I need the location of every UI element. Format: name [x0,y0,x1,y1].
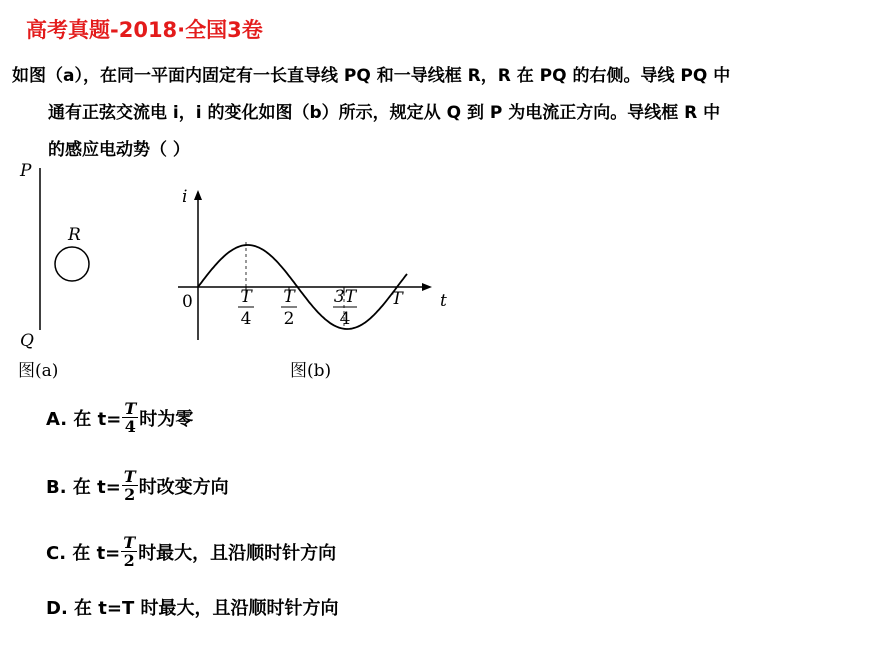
option-a-prefix: A. 在 t= [46,408,122,430]
option-a-fraction [122,400,138,435]
loop-r [55,247,89,281]
tick-label: 4 [339,309,351,329]
tick-label: 4 [240,309,252,329]
option-c-fraction [121,534,137,569]
x-axis-arrow-icon [422,283,432,291]
fraction-numerator: T [123,467,136,486]
fraction-numerator: T [124,399,137,418]
tick-label: 3T [333,287,357,307]
option-c[interactable] [46,534,336,569]
tick-label: T [283,287,295,307]
x-axis-label: t [440,291,447,311]
y-axis-arrow-icon [194,190,202,200]
option-b-prefix: B. 在 t= [46,476,121,498]
option-a-suffix: 时为零 [139,408,194,430]
label-p: P [20,161,32,181]
label-r: R [68,225,81,245]
option-b-suffix: 时改变方向 [138,476,229,498]
option-d[interactable] [46,594,339,620]
figures [0,160,892,390]
question-line-1: 如图（a），在同一平面内固定有一长直导线 PQ 和一导线框 R，R 在 PQ 的右侧。导线 PQ 中 [12,66,731,86]
question-stem [12,58,882,169]
question-line-3: 的感应电动势（ ） [48,140,190,160]
label-q: Q [20,331,34,351]
caption-a: 图(a) [18,361,59,381]
tick-label: T [240,287,252,307]
fraction-denominator: 2 [123,551,135,570]
tick-label: T [391,289,403,309]
fraction-numerator: T [123,533,136,552]
option-b-fraction [122,468,138,503]
option-c-prefix: C. 在 t= [46,542,121,564]
fraction-denominator: 2 [124,485,136,504]
option-c-suffix: 时最大，且沿顺时针方向 [138,542,337,564]
page-title: 高考真题-2018·全国3卷 [26,18,263,42]
tick-label: 2 [283,309,295,329]
question-line-2: 通有正弦交流电 i，i 的变化如图（b）所示，规定从 Q 到 P 为电流正方向。导线框 R 中 [48,103,721,123]
figure-b [178,187,447,381]
figure-a [18,161,89,381]
y-axis-label: i [182,187,188,207]
caption-b: 图(b) [290,361,332,381]
option-b[interactable] [46,468,229,503]
option-d-text: D. 在 t=T 时最大，且沿顺时针方向 [46,598,339,619]
origin-label: 0 [182,292,193,312]
option-a[interactable] [46,400,193,435]
fraction-denominator: 4 [124,417,136,436]
